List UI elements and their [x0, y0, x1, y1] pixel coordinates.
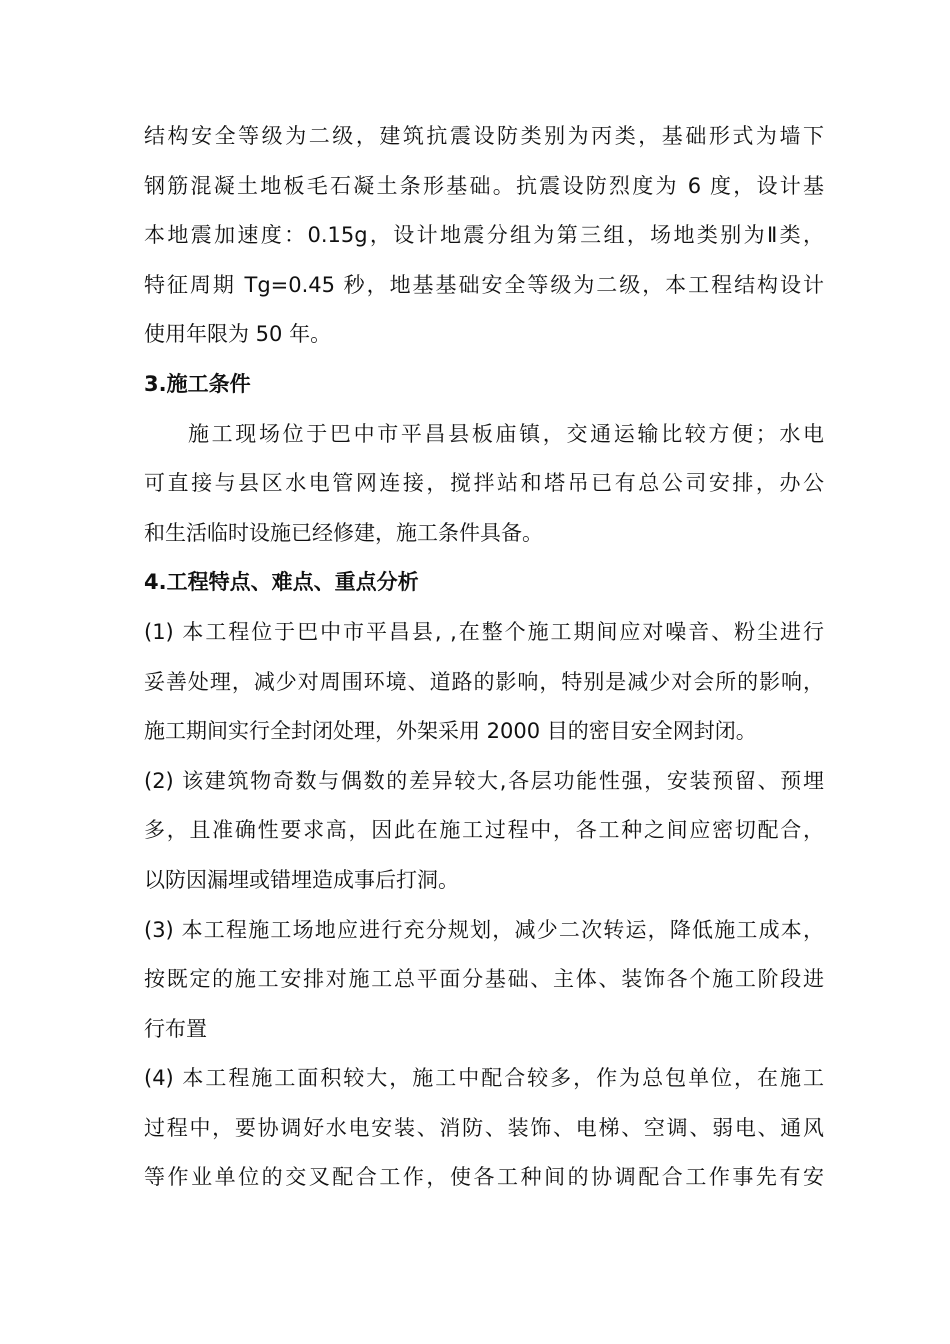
- text-line: (1) 本工程位于巴中市平昌县, ,在整个施工期间应对噪音、粉尘进行: [144, 619, 824, 644]
- text-line: 本地震加速度：0.15g，设计地震分组为第三组，场地类别为Ⅱ类，: [144, 223, 824, 248]
- structure-paragraph: [144, 112, 824, 360]
- text-line: 和生活临时设施已经修建，施工条件具备。: [144, 520, 543, 545]
- analysis-item-2: [144, 757, 824, 906]
- analysis-item-4: [144, 1054, 824, 1203]
- text-line: 施工现场位于巴中市平昌县板庙镇，交通运输比较方便；水电: [188, 421, 824, 446]
- section-heading: 3.施工条件: [144, 371, 251, 396]
- text-line: (2) 该建筑物奇数与偶数的差异较大,各层功能性强，安装预留、预埋: [144, 768, 824, 793]
- text-line: 施工期间实行全封闭处理，外架采用 2000 目的密目安全网封闭。: [144, 719, 757, 744]
- text-line: 可直接与县区水电管网连接，搅拌站和塔吊已有总公司安排，办公: [144, 471, 824, 496]
- text-line: 以防因漏埋或错埋造成事后打洞。: [144, 867, 459, 892]
- document-body: [144, 112, 824, 1203]
- analysis-item-1: [144, 608, 824, 757]
- text-line: (4) 本工程施工面积较大，施工中配合较多，作为总包单位，在施工: [144, 1066, 824, 1091]
- text-line: 妥善处理，减少对周围环境、道路的影响，特别是减少对会所的影响，: [144, 669, 824, 694]
- text-line: 按既定的施工安排对施工总平面分基础、主体、装饰各个施工阶段进: [144, 967, 824, 992]
- text-line: 多，且准确性要求高，因此在施工过程中，各工种之间应密切配合，: [144, 818, 824, 843]
- section-heading: 4.工程特点、难点、重点分析: [144, 570, 419, 595]
- analysis-item-3: [144, 906, 824, 1055]
- text-line: 使用年限为 50 年。: [144, 322, 332, 347]
- text-line: 特征周期 Tg=0.45 秒，地基基础安全等级为二级，本工程结构设计: [144, 272, 824, 297]
- text-line: 等作业单位的交叉配合工作，使各工种间的协调配合工作事先有安: [144, 1165, 824, 1190]
- text-line: (3) 本工程施工场地应进行充分规划，减少二次转运，降低施工成本，: [144, 917, 824, 942]
- text-line: 行布置: [144, 1016, 207, 1041]
- text-line: 结构安全等级为二级，建筑抗震设防类别为丙类，基础形式为墙下: [144, 124, 824, 148]
- text-line: 钢筋混凝土地板毛石凝土条形基础。抗震设防烈度为 6 度，设计基: [144, 173, 824, 198]
- construction-conditions-paragraph: [144, 410, 824, 559]
- text-line: 过程中，要协调好水电安装、消防、装饰、电梯、空调、弱电、通风: [144, 1115, 824, 1140]
